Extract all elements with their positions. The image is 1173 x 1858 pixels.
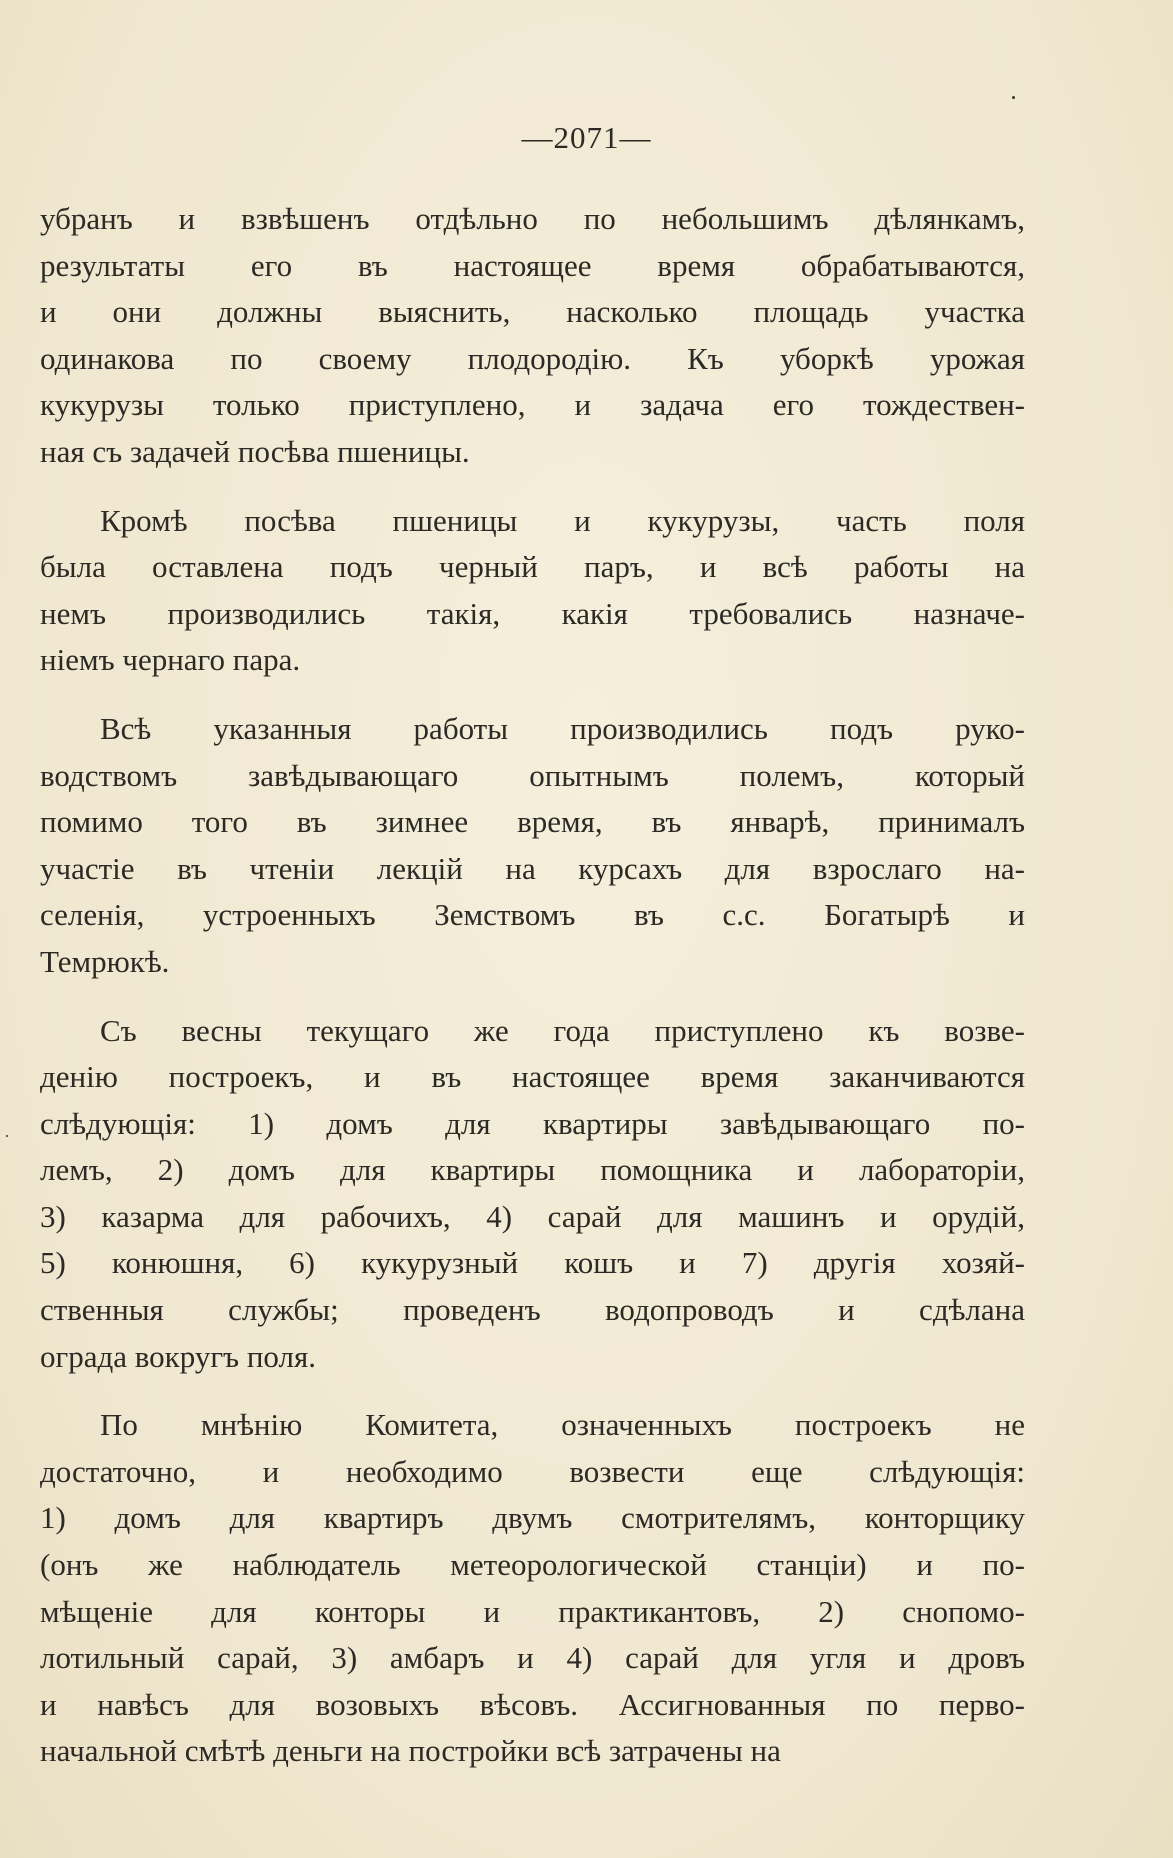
text-line: Кромѣ посѣва пшеницы и кукурузы, часть поля — [100, 502, 1025, 538]
text-line: селенія, устроенныхъ Земствомъ въ с.с. Богатырѣ и — [40, 897, 1025, 933]
text-line: 1) домъ для квартиръ двумъ смотрителямъ, конторщику — [40, 1500, 1025, 1536]
text-line: и они должны выяснить, насколько площадь участка — [40, 294, 1025, 330]
paragraph-gap — [40, 684, 1025, 706]
body-text — [40, 196, 1025, 1775]
text-line: денію построекъ, и въ настоящее время заканчиваются — [40, 1059, 1025, 1095]
ink-speck — [1012, 96, 1015, 99]
paragraph-gap — [40, 1380, 1025, 1402]
text-line: лемъ, 2) домъ для квартиры помощника и лабораторіи, — [40, 1152, 1025, 1188]
text-line: достаточно, и необходимо возвести еще слѣдующія: — [40, 1453, 1025, 1489]
paragraph-gap — [40, 476, 1025, 498]
paragraph — [40, 706, 1025, 986]
text-line: ственныя службы; проведенъ водопроводъ и сдѣлана — [40, 1292, 1025, 1328]
text-line: участіе въ чтеніи лекцій на курсахъ для взрослаго на- — [40, 850, 1025, 886]
text-line: убранъ и взвѣшенъ отдѣльно по небольшимъ дѣлянкамъ, — [40, 201, 1025, 236]
text-line: помимо того въ зимнее время, въ январѣ, принималъ — [40, 804, 1025, 840]
text-line: Съ весны текущаго же года приступлено къ возве- — [100, 1012, 1025, 1048]
text-line: лотильный сарай, 3) амбаръ и 4) сарай для угля и дровъ — [40, 1640, 1025, 1676]
text-line: (онъ же наблюдатель метеорологической станціи) и по- — [40, 1547, 1025, 1583]
text-line: немъ производились такія, какія требовались назначе- — [40, 595, 1025, 631]
text-line: одинакова по своему плодородію. Къ уборкѣ урожая — [40, 340, 1025, 376]
text-line: ная съ задачей посѣва пшеницы. — [40, 433, 470, 469]
paragraph — [40, 1402, 1025, 1775]
page-number: —2071— — [521, 120, 652, 155]
text-line: ограда вокругъ поля. — [40, 1338, 316, 1374]
text-line: водствомъ завѣдывающаго опытнымъ полемъ, который — [40, 757, 1025, 793]
paragraph — [40, 1008, 1025, 1381]
paragraph-gap — [40, 986, 1025, 1008]
text-line: мѣщеніе для конторы и практикантовъ, 2) снопомо- — [40, 1593, 1025, 1629]
text-line: По мнѣнію Комитета, означенныхъ построекъ не — [100, 1407, 1025, 1443]
paragraph — [40, 498, 1025, 684]
text-line: и навѣсъ для возовыхъ вѣсовъ. Ассигнованныя по перво- — [40, 1686, 1025, 1722]
text-line: Всѣ указанныя работы производились подъ руко- — [100, 710, 1025, 746]
text-line: слѣдующія: 1) домъ для квартиры завѣдывающаго по- — [40, 1105, 1025, 1141]
text-line: 5) конюшня, 6) кукурузный кошъ и 7) другія хозяй- — [40, 1245, 1025, 1281]
text-line: кукурузы только приступлено, и задача его тождествен- — [40, 387, 1025, 423]
text-line: начальной смѣтѣ деньги на постройки всѣ затрачены на — [40, 1733, 781, 1769]
text-line: была оставлена подъ черный паръ, и всѣ работы на — [40, 549, 1025, 585]
paragraph — [40, 196, 1025, 476]
text-line: 3) казарма для рабочихъ, 4) сарай для машинъ и орудій, — [40, 1198, 1025, 1234]
ink-speck — [6, 1135, 8, 1137]
text-line: Темрюкѣ. — [40, 943, 170, 979]
text-line: результаты его въ настоящее время обрабатываются, — [40, 247, 1025, 283]
text-line: ніемъ чернаго пара. — [40, 642, 301, 678]
